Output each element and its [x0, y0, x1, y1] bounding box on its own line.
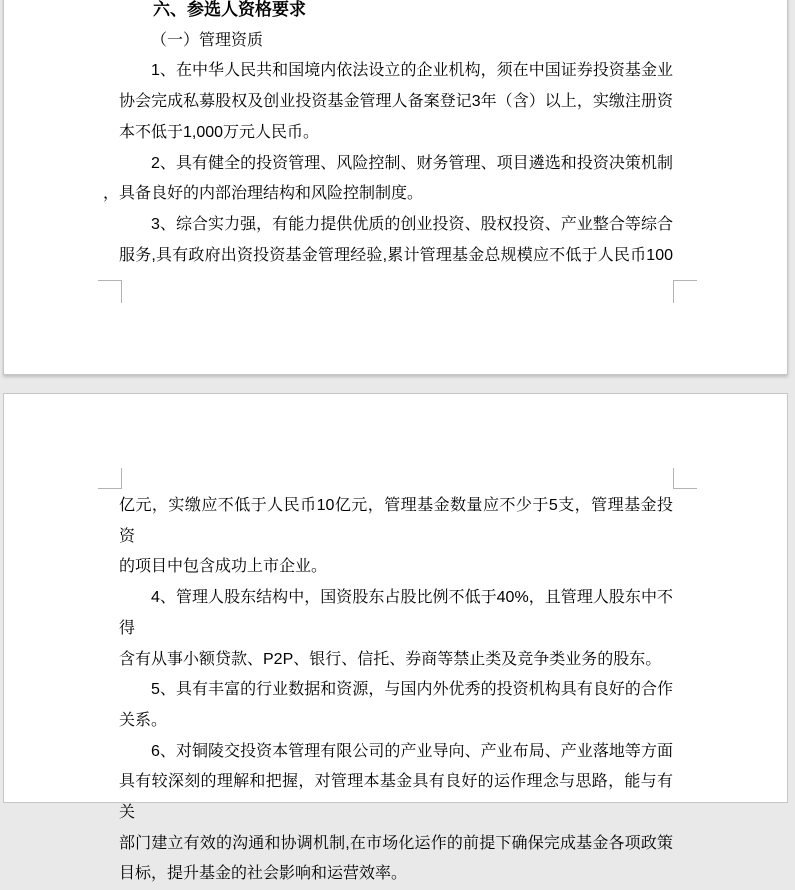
text-line[interactable]: 亿元，实缴应不低于人民币10亿元，管理基金数量应不少于5支，管理基金投资 [119, 497, 673, 545]
text-line[interactable]: 关系。 [119, 711, 168, 729]
text-line[interactable]: 1、在中华人民共和国境内依法设立的企业机构，须在中国证券投资基金业 [151, 62, 673, 80]
crop-mark-bottom-left-icon [98, 280, 122, 303]
page-2-text-area [119, 491, 673, 890]
text-line[interactable]: 的项目中包含成功上市企业。 [119, 558, 328, 576]
text-line[interactable]: 3、综合实力强，有能力提供优质的创业投资、股权投资、产业整合等综合 [151, 215, 673, 233]
text-line[interactable]: 5、具有丰富的行业数据和资源，与国内外优秀的投资机构具有良好的合作 [151, 681, 673, 699]
crop-mark-top-right-icon [673, 468, 697, 489]
section-heading[interactable]: 六、参选人资格要求 [153, 0, 306, 19]
page-1-text-area [103, 0, 673, 271]
text-line[interactable]: 服务,具有政府出资投资基金管理经验,累计管理基金总规模应不低于人民币100 [119, 246, 673, 264]
text-line[interactable]: 含有从事小额贷款、P2P、银行、信托、券商等禁止类及竞争类业务的股东。 [119, 650, 662, 668]
document-page-2[interactable] [3, 393, 788, 883]
text-line[interactable]: ，具备良好的内部治理结构和风险控制制度。 [103, 185, 424, 203]
document-page-1[interactable] [3, 0, 788, 375]
subsection-heading[interactable]: （一）管理资质 [151, 31, 264, 49]
text-line[interactable]: 本不低于1,000万元人民币。 [119, 123, 320, 141]
text-line[interactable]: 2、具有健全的投资管理、风险控制、财务管理、项目遴选和投资决策机制 [151, 154, 673, 172]
text-line[interactable]: 目标，提升基金的社会影响和运营效率。 [119, 865, 408, 883]
crop-mark-bottom-right-icon [673, 280, 697, 303]
text-line[interactable]: 具有较深刻的理解和把握，对管理本基金具有良好的运作理念与思路，能与有关 [119, 773, 673, 822]
crop-mark-top-left-icon [98, 468, 122, 489]
text-line[interactable]: 4、管理人股东结构中，国资股东占股比例不低于40%，且管理人股东中不得 [119, 589, 673, 637]
text-line[interactable]: 部门建立有效的沟通和协调机制,在市场化运作的前提下确保完成基金各项政策 [119, 834, 673, 852]
text-line[interactable]: 协会完成私募股权及创业投资基金管理人备案登记3年（含）以上，实缴注册资 [119, 93, 673, 111]
text-line[interactable]: 6、对铜陵交投资本管理有限公司的产业导向、产业布局、产业落地等方面 [151, 742, 673, 760]
